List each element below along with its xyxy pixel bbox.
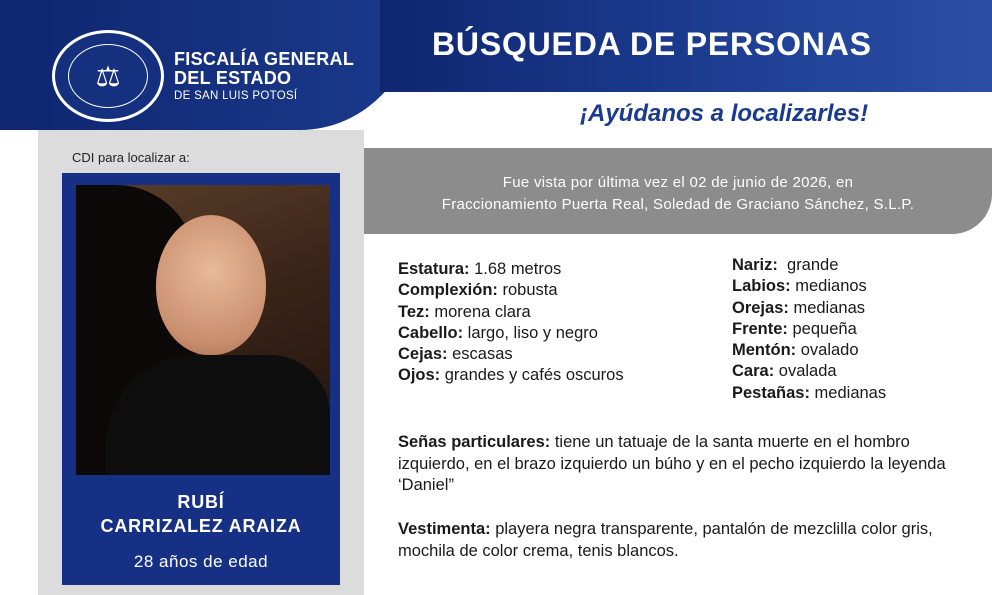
feature-label: Mentón: [732, 341, 797, 360]
photo-face [156, 215, 266, 355]
feature-row [398, 344, 624, 365]
feature-label: Cabello: [398, 323, 464, 342]
feature-value: largo, liso y negro [463, 323, 598, 342]
feature-value: medianas [788, 298, 866, 317]
org-name-line2: DEL ESTADO [174, 67, 292, 88]
org-name [174, 50, 354, 102]
feature-value: pequeña [787, 319, 857, 338]
feature-label: Nariz: [732, 256, 778, 274]
page-subtitle: ¡Ayúdanos a localizarles! [580, 100, 869, 127]
person-age: 28 años de edad [133, 552, 269, 571]
feature-value: ovalado [796, 341, 859, 360]
missing-person-photo [76, 185, 330, 475]
scales-of-justice-icon: ⚖ [68, 44, 148, 108]
feature-value: medianas [809, 383, 887, 402]
feature-label: Cejas: [398, 345, 448, 364]
feature-label: Estatura: [398, 260, 470, 278]
feature-value: grande [777, 256, 839, 274]
feature-row [732, 383, 886, 404]
fiscalia-seal-logo [52, 30, 164, 122]
feature-label: Labios: [732, 277, 791, 296]
feature-label: Cara: [732, 362, 775, 381]
feature-row [398, 280, 624, 301]
clothing-label: Vestimenta: [398, 520, 491, 538]
person-name [62, 490, 340, 539]
last-seen-line2: Fraccionamiento Puerta Real, Soledad de Graciano Sánchez, S.L.P. [441, 195, 915, 213]
org-name-line3: DE SAN LUIS POTOSÍ [174, 89, 298, 102]
feature-label: Pestañas: [732, 383, 810, 402]
feature-row [732, 319, 886, 340]
feature-value: grandes y cafés oscuros [440, 366, 624, 385]
feature-row [732, 361, 886, 382]
clothing-description [398, 519, 968, 562]
distinguishing-marks [398, 432, 968, 497]
last-seen-line1: Fue vista por última vez el 02 de junio de 2026, en [502, 174, 854, 191]
feature-value: escasas [447, 345, 513, 364]
feature-row [398, 365, 624, 386]
feature-label: Complexión: [398, 281, 498, 300]
feature-row [732, 276, 886, 297]
page-title: BÚSQUEDA DE PERSONAS [432, 26, 872, 62]
feature-value: medianos [790, 277, 867, 296]
feature-row [398, 259, 624, 280]
feature-label: Orejas: [732, 298, 789, 317]
feature-row [398, 302, 624, 323]
feature-row [398, 323, 624, 344]
feature-label: Frente: [732, 319, 788, 338]
person-first-name: RUBÍ [177, 492, 225, 512]
features-right-list [732, 255, 886, 404]
last-seen-text [364, 172, 992, 216]
feature-value: ovalada [774, 362, 837, 381]
feature-value: morena clara [429, 302, 531, 321]
clothing-text: playera negra transparente, pantalón de mezclilla color gris, mochila de color crema, tenis blancos. [398, 520, 933, 560]
org-name-line1: FISCALÍA GENERAL [174, 49, 355, 69]
feature-label: Ojos: [398, 366, 441, 385]
feature-row [732, 298, 886, 319]
distinguishing-marks-label: Señas particulares: [398, 433, 551, 451]
feature-value: 1.68 metros [469, 260, 562, 278]
distinguishing-marks-text: tiene un tatuaje de la santa muerte en el hombro izquierdo, en el brazo izquierdo un búho y en el pecho izquierdo la leyenda ‘Daniel” [398, 433, 946, 494]
feature-row [732, 255, 886, 276]
feature-row [732, 340, 886, 361]
feature-label: Tez: [398, 302, 430, 321]
feature-value: robusta [497, 281, 558, 300]
person-surname: CARRIZALEZ ARAIZA [100, 516, 302, 537]
cdi-label: CDI para localizar a: [72, 150, 190, 165]
features-left-list [398, 259, 624, 387]
